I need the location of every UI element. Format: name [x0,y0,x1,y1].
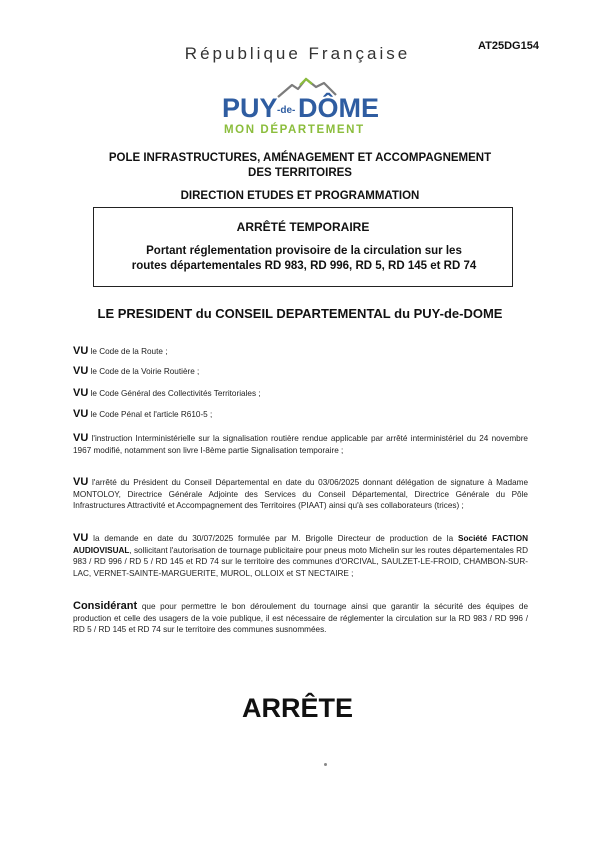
pole-line-1: POLE INFRASTRUCTURES, AMÉNAGEMENT ET ACCOMPAGNEMENT [108,152,492,164]
arrete-subtitle-line-2: routes départementales RD 983, RD 996, RD 5, RD 145 et RD 74 [131,260,477,272]
consideration-text: que pour permettre le bon déroulement du tournage ainsi que garantir la sécurité des équipes de production et celle des usagers de la voie publique, il est nécessaire de réglementer la circulation sur la RD 983 / RD 996 / RD 5 / RD 145 et RD 74 sur le territoire des communes susnommées. [73,602,528,634]
consideration-paragraph [73,601,528,636]
republique-francaise-heading: République Française [184,44,411,63]
consideration-lead: VU [73,532,89,544]
consideration-paragraph [73,409,528,421]
consideration-lead: VU [73,345,89,357]
consideration-lead: Considérant [73,600,138,612]
logo-puy: PUY [222,93,278,123]
consideration-paragraph [73,533,528,579]
direction-heading: DIRECTION ETUDES ET PROGRAMMATION [180,190,420,202]
consideration-text: le Code Général des Collectivités Territoriales ; [88,389,261,398]
consideration-paragraph [73,346,528,358]
logo-de: -de- [277,105,296,116]
scan-dot [324,763,327,766]
consideration-lead: VU [73,387,89,399]
consideration-text: , sollicitant l'autorisation de tournage publicitaire pour pneus moto Michelin sur les routes départementales RD 983 / RD 996 / RD 5 / RD 145 et RD 74 sur le territoire des communes d'ORCIVAL, SAULZET-LE-FROID, CHAMBON-SUR-LAC, VERNET-SAINTE-MARGUERITE, MUROL, OLLOIX et ST NECTAIRE ; [73,545,528,578]
pole-heading [60,151,540,181]
consideration-paragraph [73,433,528,456]
consideration-text: le Code Pénal et l'article R610-5 ; [88,410,213,419]
logo-mon-departement: MON DÉPARTEMENT [224,124,365,136]
consideration-lead: VU [73,432,89,444]
consideration-text: le Code de la Route ; [88,347,168,356]
consideration-paragraph [73,477,528,512]
consideration-lead: VU [73,365,89,377]
consideration-paragraph [73,366,528,378]
arrete-title-box [93,207,513,287]
arrete-subtitle [104,244,504,274]
reference-number: AT25DG154 [478,40,539,52]
puy-de-dome-logo [220,75,385,137]
consideration-lead: VU [73,408,89,420]
consideration-text: l'arrêté du Président du Conseil Départemental en date du 03/06/2025 donnant délégation de signature à Madame MONTOLOY, Directrice Générale Adjointe des Services du Conseil Départemental, Directrice Générale du Pôle Infrastructures Attractivité et Accompagnement des Territoires (PIAAT) ainsi qu'à ses collaborateurs (trices) ; [73,478,528,510]
company-name: Société FACTION AUDIOVISUAL [73,534,528,555]
consideration-text: l'instruction Interministérielle sur la signalisation routière rendue applicable par arrêté interministériel du 24 novembre 1967 modifié, notamment son livre I-8ème partie Signalisation temporaire ; [73,434,528,455]
arrete-temporaire-title: ARRÊTÉ TEMPORAIRE [236,220,370,234]
consideration-paragraph [73,388,528,400]
consideration-text: la demande en date du 30/07/2025 formulée par M. Brigolle Directeur de production de la [88,534,459,543]
consideration-lead: VU [73,476,89,488]
president-heading: LE PRESIDENT du CONSEIL DEPARTEMENTAL du PUY-de-DOME [97,306,503,321]
logo-dome: DÔME [298,93,379,123]
mountain-logo-icon [220,75,385,137]
consideration-text: le Code de la Voirie Routière ; [88,367,200,376]
arrete-subtitle-line-1: Portant réglementation provisoire de la circulation sur les [146,245,462,257]
pole-line-2: DES TERRITOIRES [248,167,352,179]
arrete-heading: ARRÊTE [241,693,353,723]
